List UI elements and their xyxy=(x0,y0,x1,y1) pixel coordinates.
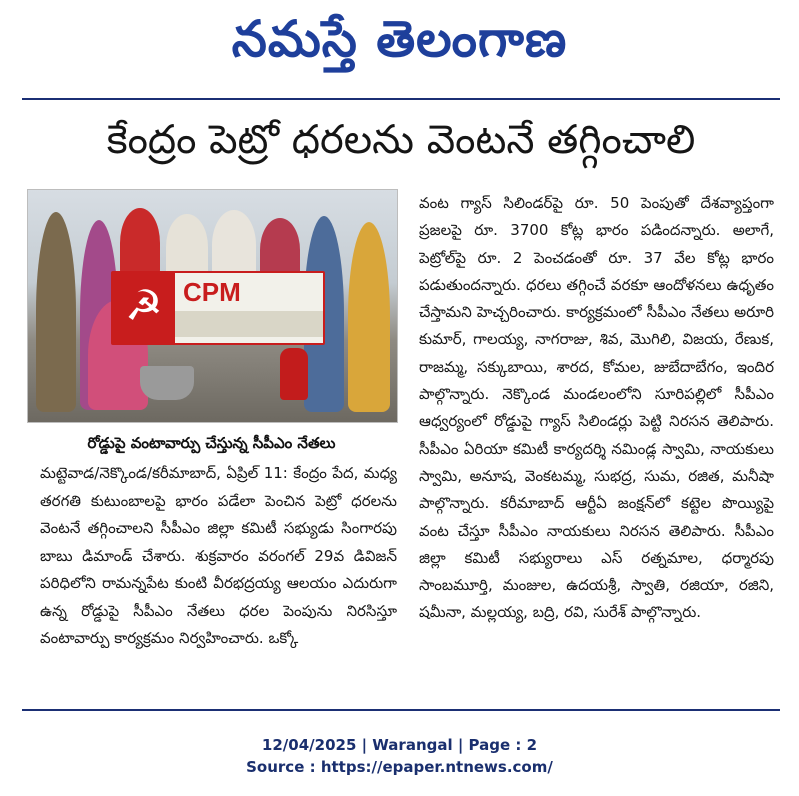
banner-strip xyxy=(175,311,323,337)
photo-figure xyxy=(120,208,160,278)
banner-emblem xyxy=(113,273,175,343)
photo-figure xyxy=(348,222,390,412)
bottom-divider xyxy=(22,709,780,711)
masthead-title: నమస్తే తెలంగాణ xyxy=(231,9,568,68)
cooking-vessel xyxy=(140,366,194,400)
hammer-sickle-icon: ☭ xyxy=(125,281,163,330)
news-photo xyxy=(27,189,398,423)
photo-figure xyxy=(36,212,76,412)
article-headline: కేంద్రం పెట్రో ధరలను వెంటనే తగ్గించాలి xyxy=(106,117,696,163)
article-body-right: వంట గ్యాస్ సిలిండర్‌పై రూ. 50 పెంపుతో దేశవ్యాప్తంగా ప్రజలపై రూ. 3700 కోట్ల భారం పడిందన్నారు. అలాగే, పెట్రోల్‌పై రూ. 2 పెంచడంతో రూ. 37 వేల కోట్ల భారం పడుతుందన్నారు. ధరలు తగ్గించే వరకూ ఆందోళనలు ఉధృతం చేస్తామని హెచ్చరించారు. కార్యక్రమంలో సీపీఎం నేతలు అరూరి కుమార్, గాలయ్య, నాగరాజు, శివ, మొగిలి, విజయ, రేణుక, రాజమ్మ, సక్కుబాయి, శారద, కోమల, జుబేదాబేగం, ఇందిర పాల్గొన్నారు. నెక్కొండ మండలంలోని సూరిపల్లిలో సీపీఎం ఆధ్వర్యంలో రోడ్డుపై గ్యాస్ సిలిండర్లు పెట్టి నిరసన తెలిపారు. సీపీఎం ఏరియా కమిటీ కార్యదర్శి నమిండ్ల స్వామి, నాయకులు స్వామి, అనూష, వెంకటమ్మ, సుభద్ర, సుమ, రజిత, మనీషా పాల్గొన్నారు. కరీమాబాద్ ఆర్టీఏ జంక్షన్‌లో కట్టెల పొయ్యిపై వంట చేస్తూ సీపీఎం నాయకులు నిరసన తెలిపారు. సీపీఎం జిల్లా కమిటీ సభ్యురాలు ఎస్ రత్నమాల, ధర్మారపు సాంబమూర్తి, మంజుల, ఉదయశ్రీ, స్వాతి, రజియా, రజిని, షమీనా, మల్లయ్య, బద్రి, రవి, సురేశ్ పాల్గొన్నారు. xyxy=(419,194,774,622)
top-divider xyxy=(22,98,780,100)
source-link[interactable]: Source : https://epaper.ntnews.com/ xyxy=(246,758,553,776)
article-body-left: మట్టెవాడ/నెక్కొండ/కరీమాబాద్, ఏప్రిల్ 11: కేంద్రం పేద, మధ్య తరగతి కుటుంబాలపై భారం పడేలా పెంచిన పెట్రో ధరలను వెంటనే తగ్గించాలని సీపీఎం జిల్లా కమిటీ సభ్యుడు సింగారపు బాబు డిమాండ్ చేశారు. శుక్రవారం వరంగల్ 29వ డివిజన్ పరిధిలోని రామన్నపేట కుంటి వీరభద్రయ్య ఆలయం ఎదురుగా ఉన్న రోడ్డుపై సీపీఎం నేతలు ధరల పెంపును నిరసిస్తూ వంటావార్పు కార్యక్రమం నిర్వహించారు. ఒక్కో xyxy=(40,464,397,647)
edition-info: 12/04/2025 | Warangal | Page : 2 xyxy=(261,736,538,754)
gas-cylinder xyxy=(280,348,308,400)
cpm-banner xyxy=(111,271,325,345)
banner-party-name: CPM xyxy=(183,277,241,307)
photo-figure xyxy=(212,210,256,280)
photo-caption: రోడ్డుపై వంటావార్పు చేస్తున్న సీపీఎం నేతలు xyxy=(87,434,336,452)
masthead xyxy=(0,6,799,78)
